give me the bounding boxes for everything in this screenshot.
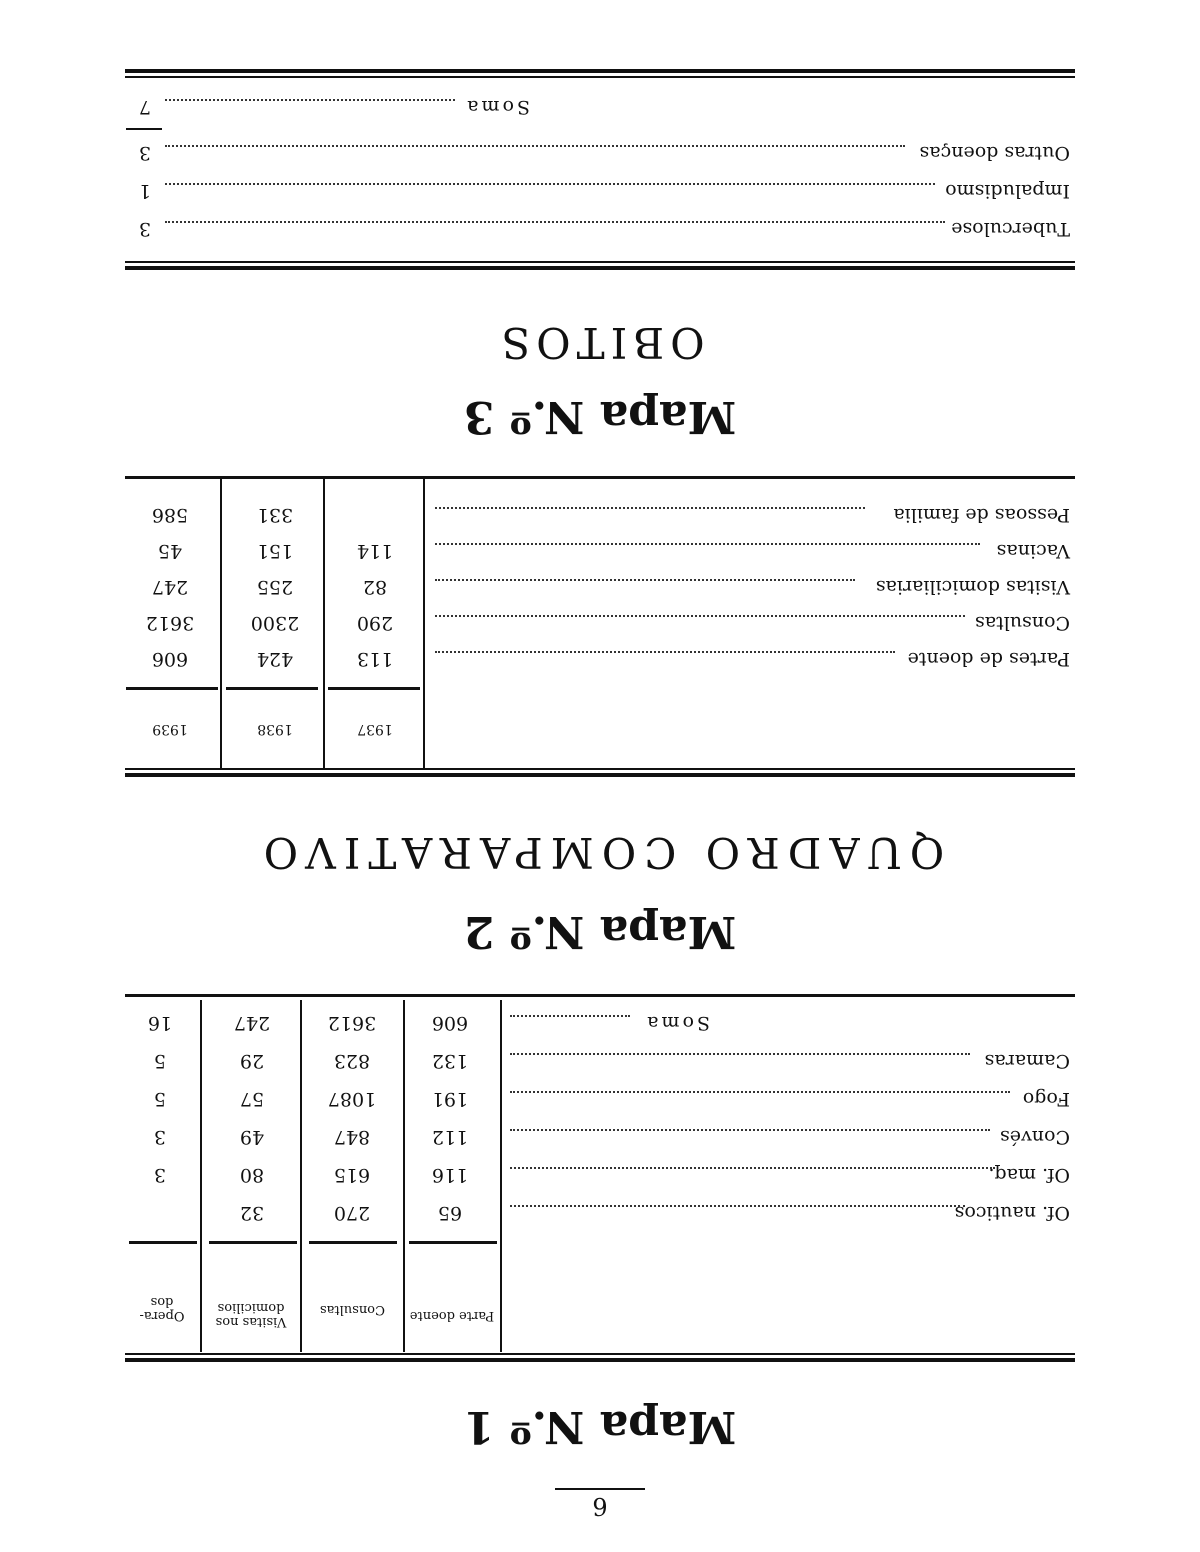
map1-header-underline xyxy=(409,1241,497,1244)
cell-value: 1 xyxy=(138,180,152,202)
leader-dots xyxy=(435,579,855,581)
cell-value: 45 xyxy=(157,540,183,562)
cell-value: 247 xyxy=(151,576,189,598)
map1-header-underline xyxy=(129,1241,197,1244)
cell-value: 57 xyxy=(239,1088,265,1110)
leader-dots xyxy=(435,615,965,617)
map2-header-underline xyxy=(226,687,318,690)
cell-value: 112 xyxy=(431,1126,469,1148)
cell-value: 2300 xyxy=(250,612,300,634)
row-label: Fogo xyxy=(1022,1088,1070,1110)
total-value: 7 xyxy=(138,96,152,118)
leader-dots xyxy=(510,1091,1010,1093)
cell-value: 151 xyxy=(256,540,294,562)
cell-value: 114 xyxy=(356,540,394,562)
row-label: Visitas domiciliarias xyxy=(875,576,1070,598)
cell-value: 823 xyxy=(333,1050,371,1072)
leader-dots xyxy=(165,221,945,223)
map2-top-rule-thin xyxy=(125,768,1075,770)
leader-dots xyxy=(510,1015,630,1017)
map2-col-divider xyxy=(423,478,425,768)
cell-value: 116 xyxy=(431,1164,469,1186)
map3-subtitle: OBITOS xyxy=(495,318,705,367)
cell-value: 290 xyxy=(356,612,394,634)
cell-value: 606 xyxy=(151,648,189,670)
leader-dots xyxy=(510,1129,990,1131)
map2-header-underline xyxy=(328,687,420,690)
total-value: 3612 xyxy=(327,1012,377,1034)
cell-value: 3612 xyxy=(145,612,195,634)
leader-dots xyxy=(510,1053,970,1055)
map1-col-header: Parte doente xyxy=(409,1308,495,1323)
cell-value: 331 xyxy=(256,504,294,526)
map1-top-rule xyxy=(125,1358,1075,1362)
row-label: Impaludismo xyxy=(945,180,1070,202)
cell-value: 113 xyxy=(356,648,394,670)
map1-col-divider xyxy=(300,1000,302,1352)
total-label: Soma xyxy=(464,96,530,118)
year-header: 1937 xyxy=(357,721,393,737)
map3-bottom-rule xyxy=(125,76,1075,78)
cell-value: 5 xyxy=(153,1088,167,1110)
total-value: 247 xyxy=(233,1012,271,1034)
year-header: 1939 xyxy=(152,721,188,737)
cell-value: 132 xyxy=(431,1050,469,1072)
map3-top-rule xyxy=(125,266,1075,270)
cell-value: 80 xyxy=(239,1164,265,1186)
cell-value: 3 xyxy=(138,218,152,240)
row-label: Tuberculose xyxy=(951,218,1070,240)
cell-value: 586 xyxy=(151,504,189,526)
leader-dots xyxy=(510,1167,995,1169)
cell-value: 1087 xyxy=(327,1088,377,1110)
map1-col-divider xyxy=(500,1000,502,1352)
map2-top-rule xyxy=(125,773,1075,777)
cell-value: 49 xyxy=(239,1126,265,1148)
leader-dots xyxy=(435,507,865,509)
cell-value: 29 xyxy=(239,1050,265,1072)
map3-sum-rule xyxy=(126,128,162,130)
row-label: Outras doenças xyxy=(919,142,1070,164)
row-label: Consultas xyxy=(975,612,1070,634)
year-header: 1938 xyxy=(257,721,293,737)
row-label: Vacinas xyxy=(996,540,1070,562)
cell-value: 191 xyxy=(431,1088,469,1110)
map2-bottom-rule xyxy=(125,476,1075,479)
total-label: Soma xyxy=(644,1012,710,1034)
cell-value: 424 xyxy=(256,648,294,670)
cell-value: 615 xyxy=(333,1164,371,1186)
cell-value: 82 xyxy=(362,576,388,598)
leader-dots xyxy=(435,543,980,545)
leader-dots xyxy=(165,183,935,185)
leader-dots xyxy=(165,145,905,147)
cell-value: 847 xyxy=(333,1126,371,1148)
map1-top-rule-thin xyxy=(125,1353,1075,1355)
map1-col-header: Visitas nos domicilios xyxy=(215,1300,287,1329)
map1-header-underline xyxy=(209,1241,297,1244)
page-number-rule xyxy=(555,1488,645,1490)
cell-value: 3 xyxy=(153,1164,167,1186)
map3-top-rule-thin xyxy=(125,261,1075,263)
leader-dots xyxy=(435,651,895,653)
cell-value: 65 xyxy=(437,1202,463,1224)
cell-value: 5 xyxy=(153,1050,167,1072)
cell-value: 270 xyxy=(333,1202,371,1224)
row-label: Pessoas de familia xyxy=(893,504,1070,526)
row-label: Partes de doente xyxy=(907,648,1070,670)
map1-bottom-rule xyxy=(125,994,1075,997)
map2-title: Mapa N.º 2 xyxy=(463,906,737,957)
cell-value: 3 xyxy=(138,142,152,164)
map1-header-underline xyxy=(309,1241,397,1244)
map3-title: Mapa N.º 3 xyxy=(463,391,737,442)
leader-dots xyxy=(165,99,455,101)
row-label: Camaras xyxy=(984,1050,1070,1072)
map2-header-underline xyxy=(126,687,218,690)
map1-title: Mapa N.º 1 xyxy=(463,1401,737,1452)
total-value: 606 xyxy=(431,1012,469,1034)
map1-col-header: Opera- dos xyxy=(139,1294,185,1323)
row-label: Convés xyxy=(1000,1126,1070,1148)
row-label: Of. nauticos xyxy=(954,1202,1070,1224)
leader-dots xyxy=(510,1205,965,1207)
row-label: Of. maq. xyxy=(988,1164,1070,1186)
map2-col-divider xyxy=(220,478,222,768)
map2-subtitle: QUADRO COMPARATIVO xyxy=(255,828,945,877)
map3-bottom-rule-thick xyxy=(125,69,1075,73)
cell-value: 32 xyxy=(239,1202,265,1224)
page-number: 6 xyxy=(592,1492,608,1520)
map2-col-divider xyxy=(323,478,325,768)
total-value: 16 xyxy=(147,1012,173,1034)
cell-value: 255 xyxy=(256,576,294,598)
map1-col-divider xyxy=(200,1000,202,1352)
cell-value: 3 xyxy=(153,1126,167,1148)
map1-col-header: Consultas xyxy=(320,1302,385,1317)
